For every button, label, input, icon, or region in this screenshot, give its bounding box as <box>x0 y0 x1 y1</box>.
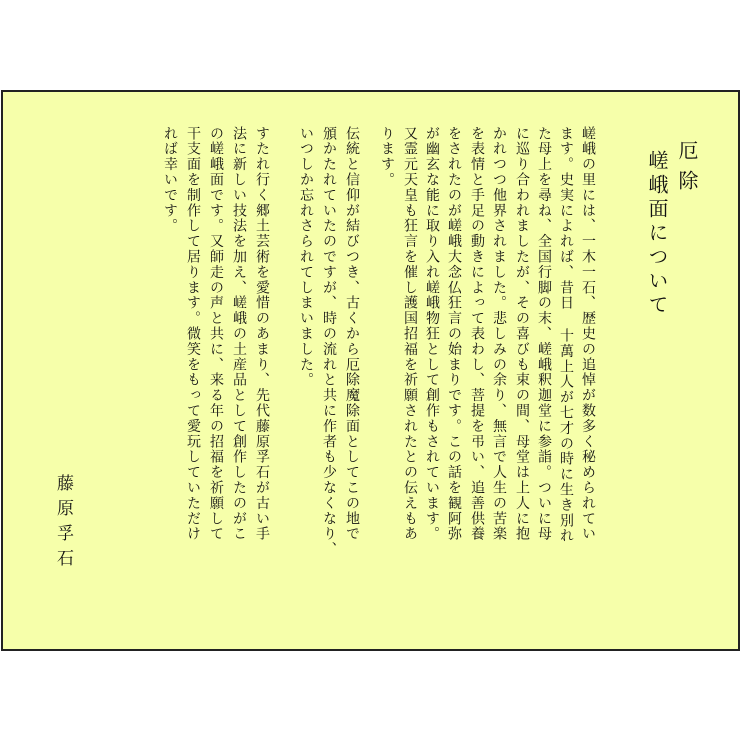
body-line: 干支面を制作して居ります。微笑をもって愛玩していただけ <box>185 126 201 542</box>
author-signature: 藤原孚石 <box>53 474 73 574</box>
body-line: に巡り合われましたが、その喜びも束の間、母堂は上人に抱 <box>514 126 530 542</box>
body-line: た母上を尋ね、全国行脚の末、嵯峨釈迦堂に参詣。ついに母 <box>536 126 552 542</box>
body-line: 法に新しい技法を加え、嵯峨の土産品として創作したのがこ <box>231 126 247 542</box>
body-line: 嵯峨の里には、一木一石、歴史の追悼が数多く秘められてい <box>580 126 596 542</box>
body-line: ます。史実によれば、昔日 十萬上人が七才の時に生き別れ <box>558 126 574 544</box>
document-card <box>1 90 740 651</box>
body-line: 又霊元天皇も狂言を催し護国招福を祈願されたとの伝えもあ <box>402 126 418 542</box>
body-line: を表情と手足の動きによって表わし、菩提を弔い、追善供養 <box>469 126 485 542</box>
title-line-2: 嵯峨面について <box>645 150 669 318</box>
body-line: が幽玄な能に取り入れ嵯峨物狂として創作もされています。 <box>424 126 440 542</box>
title-line-1: 厄除 <box>675 140 699 200</box>
body-line: すたれ行く郷土芸術を愛惜のあまり、先代藤原孚石が古い手 <box>254 126 270 542</box>
body-line: の嵯峨面です。又師走の声と共に、来る年の招福を祈願して <box>208 126 224 542</box>
body-line: れば幸いです。 <box>162 126 178 234</box>
body-line: いつしか忘れさられてしまいました。 <box>298 126 314 388</box>
body-line: をされたのが嵯峨大念仏狂言の始まりです。この話を観阿弥 <box>446 126 462 542</box>
body-line: かれつつ他界されました。悲しみの余り、無言で人生の苦楽 <box>491 126 507 542</box>
body-line: 伝統と信仰が結びつき、古くから厄除魔除面としてこの地で <box>344 126 360 542</box>
body-line: 頒かたれていたのですが、時の流れと共に作者も少なくなり、 <box>321 126 337 558</box>
body-line: ります。 <box>379 126 395 188</box>
